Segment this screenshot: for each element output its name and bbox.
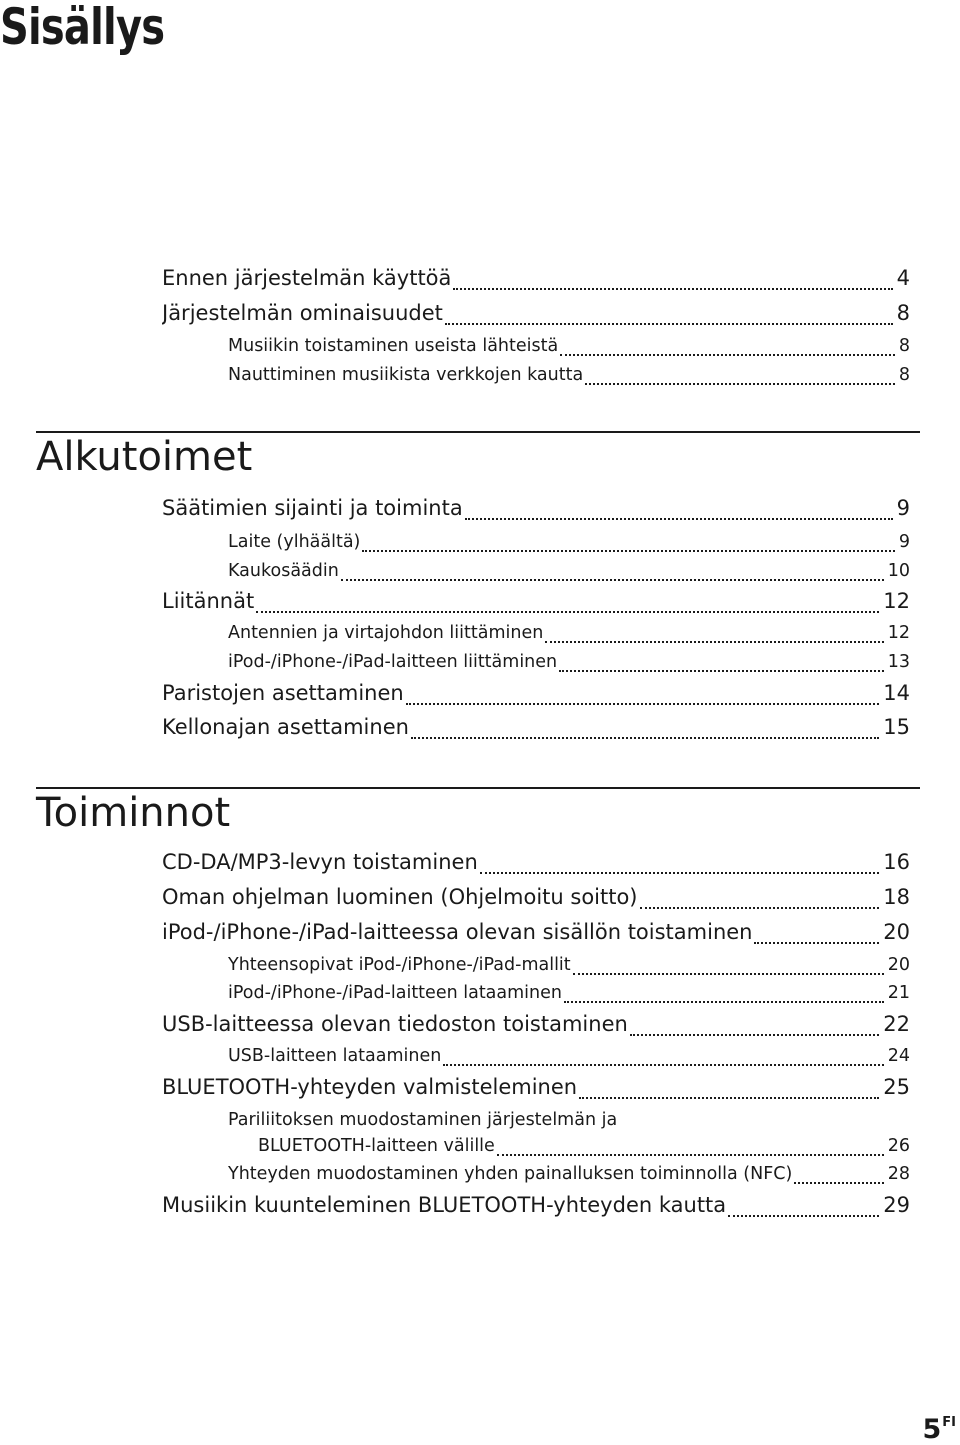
dot-leader — [560, 354, 895, 356]
toc-entry[interactable] — [228, 652, 910, 678]
toc-entry-label: Antennien ja virtajohdon liittäminen — [228, 623, 544, 643]
toc-entry-label: Yhteyden muodostaminen yhden painalluksen toiminnolla (NFC) — [228, 1164, 793, 1184]
toc-entry-label: BLUETOOTH-laitteen välille — [258, 1136, 495, 1156]
toc-entry[interactable] — [228, 1164, 910, 1190]
section-divider — [36, 431, 920, 433]
toc-entry-page: 9 — [896, 496, 910, 520]
toc-entry[interactable] — [228, 532, 910, 558]
toc-entry[interactable] — [162, 266, 910, 296]
dot-leader — [341, 579, 884, 581]
dot-leader — [559, 670, 884, 672]
toc-entry-label: Laite (ylhäältä) — [228, 532, 361, 552]
toc-entry-label: iPod-/iPhone-/iPad-laitteen liittäminen — [228, 652, 558, 672]
toc-entry-label: Nauttiminen musiikista verkkojen kautta — [228, 365, 584, 385]
toc-entry[interactable] — [228, 1046, 910, 1072]
toc-entry[interactable] — [228, 561, 910, 587]
toc-entry[interactable] — [258, 1136, 910, 1162]
toc-entry[interactable] — [228, 983, 910, 1009]
toc-entry[interactable] — [162, 715, 910, 745]
dot-leader — [443, 1064, 883, 1066]
page-number-value: 5 — [922, 1414, 942, 1445]
toc-entry[interactable] — [162, 1075, 910, 1105]
dot-leader — [411, 737, 879, 739]
toc-entry[interactable] — [162, 681, 910, 711]
section-heading: Toiminnot — [36, 790, 231, 836]
toc-entry-label: Musiikin kuunteleminen BLUETOOTH-yhteyden kautta — [162, 1193, 727, 1217]
toc-entry-label: Musiikin toistaminen useista lähteistä — [228, 336, 559, 356]
toc-entry-page: 12 — [887, 623, 910, 643]
dot-leader — [406, 703, 880, 705]
toc-entry-page: 26 — [887, 1136, 910, 1156]
toc-entry[interactable] — [228, 623, 910, 649]
page-number — [922, 1414, 956, 1445]
toc-entry-page: 28 — [887, 1164, 910, 1184]
toc-entry-page: 18 — [883, 885, 910, 909]
toc-entry-label: Ennen järjestelmän käyttöä — [162, 266, 452, 290]
toc-entry-page: 10 — [887, 561, 910, 581]
dot-leader — [728, 1215, 879, 1217]
toc-entry-label: Yhteensopivat iPod-/iPhone-/iPad-mallit — [228, 955, 571, 975]
dot-leader — [362, 550, 894, 552]
toc-entry[interactable] — [162, 589, 910, 619]
dot-leader — [545, 641, 883, 643]
toc-entry-page: 8 — [896, 301, 910, 325]
toc-entry-label: Kellonajan asettaminen — [162, 715, 409, 739]
dot-leader — [480, 872, 880, 874]
toc-entry-page: 16 — [883, 850, 910, 874]
toc-entry-page: 9 — [898, 532, 910, 552]
toc-entry-label: USB-laitteessa olevan tiedoston toistaminen — [162, 1012, 628, 1036]
toc-entry-page: 14 — [883, 681, 910, 705]
dot-leader — [497, 1154, 884, 1156]
toc-entry[interactable] — [162, 885, 910, 915]
dot-leader — [453, 288, 892, 290]
toc-entry[interactable] — [162, 1193, 910, 1223]
toc-entry-page: 21 — [887, 983, 910, 1003]
toc-entry[interactable] — [162, 920, 910, 950]
dot-leader — [640, 907, 880, 909]
toc-entry-label: CD-DA/MP3-levyn toistaminen — [162, 850, 478, 874]
dot-leader — [465, 518, 893, 520]
toc-entry-page: 8 — [898, 365, 910, 385]
toc-entry[interactable] — [162, 850, 910, 880]
toc-entry-page: 20 — [887, 955, 910, 975]
toc-entry-page: 13 — [887, 652, 910, 672]
dot-leader — [579, 1097, 879, 1099]
toc-entry-label: Kaukosäädin — [228, 561, 339, 581]
dot-leader — [630, 1034, 879, 1036]
toc-entry-label: Oman ohjelman luominen (Ohjelmoitu soitto) — [162, 885, 638, 909]
dot-leader — [754, 942, 879, 944]
dot-leader — [564, 1001, 884, 1003]
toc-entry[interactable] — [162, 301, 910, 331]
toc-entry-page: 24 — [887, 1046, 910, 1066]
toc-entry-label: Liitännät — [162, 589, 255, 613]
toc-entry-label: Säätimien sijainti ja toiminta — [162, 496, 463, 520]
page-title: Sisällys — [0, 0, 165, 56]
toc-entry-label: BLUETOOTH-yhteyden valmisteleminen — [162, 1075, 578, 1099]
section-heading: Alkutoimet — [36, 434, 253, 480]
dot-leader — [445, 323, 893, 325]
dot-leader — [794, 1182, 883, 1184]
dot-leader — [256, 611, 879, 613]
toc-entry-label: Järjestelmän ominaisuudet — [162, 301, 443, 325]
toc-entry[interactable] — [162, 1012, 910, 1042]
toc-entry-page: 25 — [883, 1075, 910, 1099]
toc-entry-label: iPod-/iPhone-/iPad-laitteen lataaminen — [228, 983, 562, 1003]
toc-entry-label: USB-laitteen lataaminen — [228, 1046, 442, 1066]
toc-entry[interactable] — [162, 496, 910, 526]
toc-entry-page: 4 — [896, 266, 910, 290]
section-divider — [36, 787, 920, 789]
toc-entry-label: Paristojen asettaminen — [162, 681, 404, 705]
toc-entry[interactable] — [228, 365, 910, 391]
toc-entry-page: 8 — [898, 336, 910, 356]
toc-entry-page: 15 — [883, 715, 910, 739]
toc-entry[interactable] — [228, 955, 910, 981]
dot-leader — [573, 973, 884, 975]
toc-entry-page: 29 — [883, 1193, 910, 1217]
toc-entry-label: Pariliitoksen muodostaminen järjestelmän ja — [228, 1110, 618, 1130]
language-code: FI — [942, 1415, 956, 1430]
dot-leader — [585, 383, 895, 385]
toc-entry[interactable] — [228, 336, 910, 362]
toc-entry-page: 12 — [883, 589, 910, 613]
toc-entry-page: 20 — [883, 920, 910, 944]
toc-entry-page: 22 — [883, 1012, 910, 1036]
toc-entry-label: iPod-/iPhone-/iPad-laitteessa olevan sisällön toistaminen — [162, 920, 753, 944]
